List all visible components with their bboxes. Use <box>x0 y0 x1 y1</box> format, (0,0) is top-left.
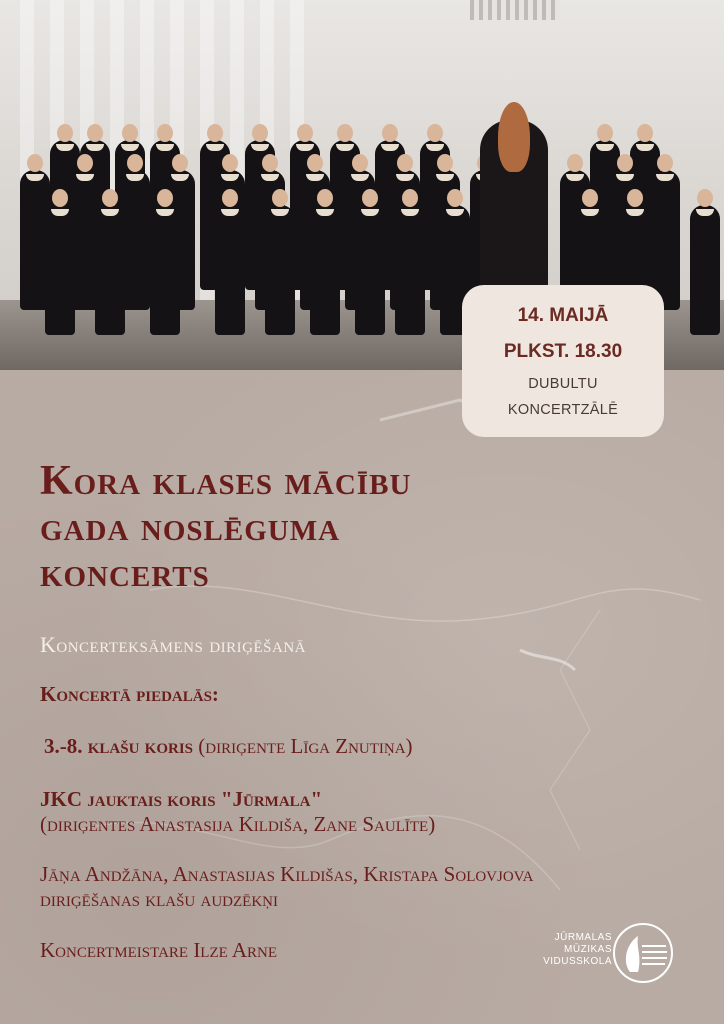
singer-figure <box>45 205 75 335</box>
choir-1-name: 3.-8. klašu koris <box>44 734 194 758</box>
singer-figure <box>310 205 340 335</box>
students-description: diriģēšanas klašu audzēkņi <box>40 887 278 911</box>
event-venue-line2: KONCERTZĀLĒ <box>507 402 619 418</box>
students-teachers: Jāņa Andžāna, Anastasijas Kildišas, Kristapa Solovjova <box>40 862 534 886</box>
event-time: PLKST. 18.30 <box>503 341 623 362</box>
singer-figure <box>95 205 125 335</box>
singer-figure <box>355 205 385 335</box>
event-date: 14. MAIJĀ <box>517 305 609 326</box>
title-line2: gada noslēguma <box>40 504 341 550</box>
singer-figure <box>150 205 180 335</box>
school-logo <box>528 922 678 986</box>
title-line3: koncerts <box>40 550 210 596</box>
choir-1 <box>44 734 413 759</box>
singer-figure <box>395 205 425 335</box>
choir-1-conductor: (diriģente Līga Znutiņa) <box>198 734 413 758</box>
singer-figure <box>690 205 720 335</box>
concert-title <box>40 458 660 596</box>
title-line1: Kora klases mācību <box>40 458 412 504</box>
singer-figure <box>265 205 295 335</box>
choir-2-name: JKC jauktais koris "Jūrmala" <box>40 787 323 811</box>
choir-2-conductors: (diriģentes Anastasija Kildiša, Zane Saulīte) <box>40 812 436 836</box>
music-school-emblem-icon <box>612 922 674 984</box>
concert-subtitle: Koncerteksāmens diriģēšanā <box>40 632 306 657</box>
school-logo-text: JŪRMALAS MŪZIKAS VIDUSSKOLA <box>543 932 612 967</box>
participants-heading: Koncertā piedalās: <box>40 682 219 706</box>
singer-figure <box>215 205 245 335</box>
accompanist: Koncertmeistare Ilze Arne <box>40 938 278 962</box>
conductor-figure <box>480 120 548 290</box>
event-venue-line1: DUBULTU <box>528 376 598 392</box>
hall-window <box>470 0 560 20</box>
date-time-badge <box>462 285 664 437</box>
